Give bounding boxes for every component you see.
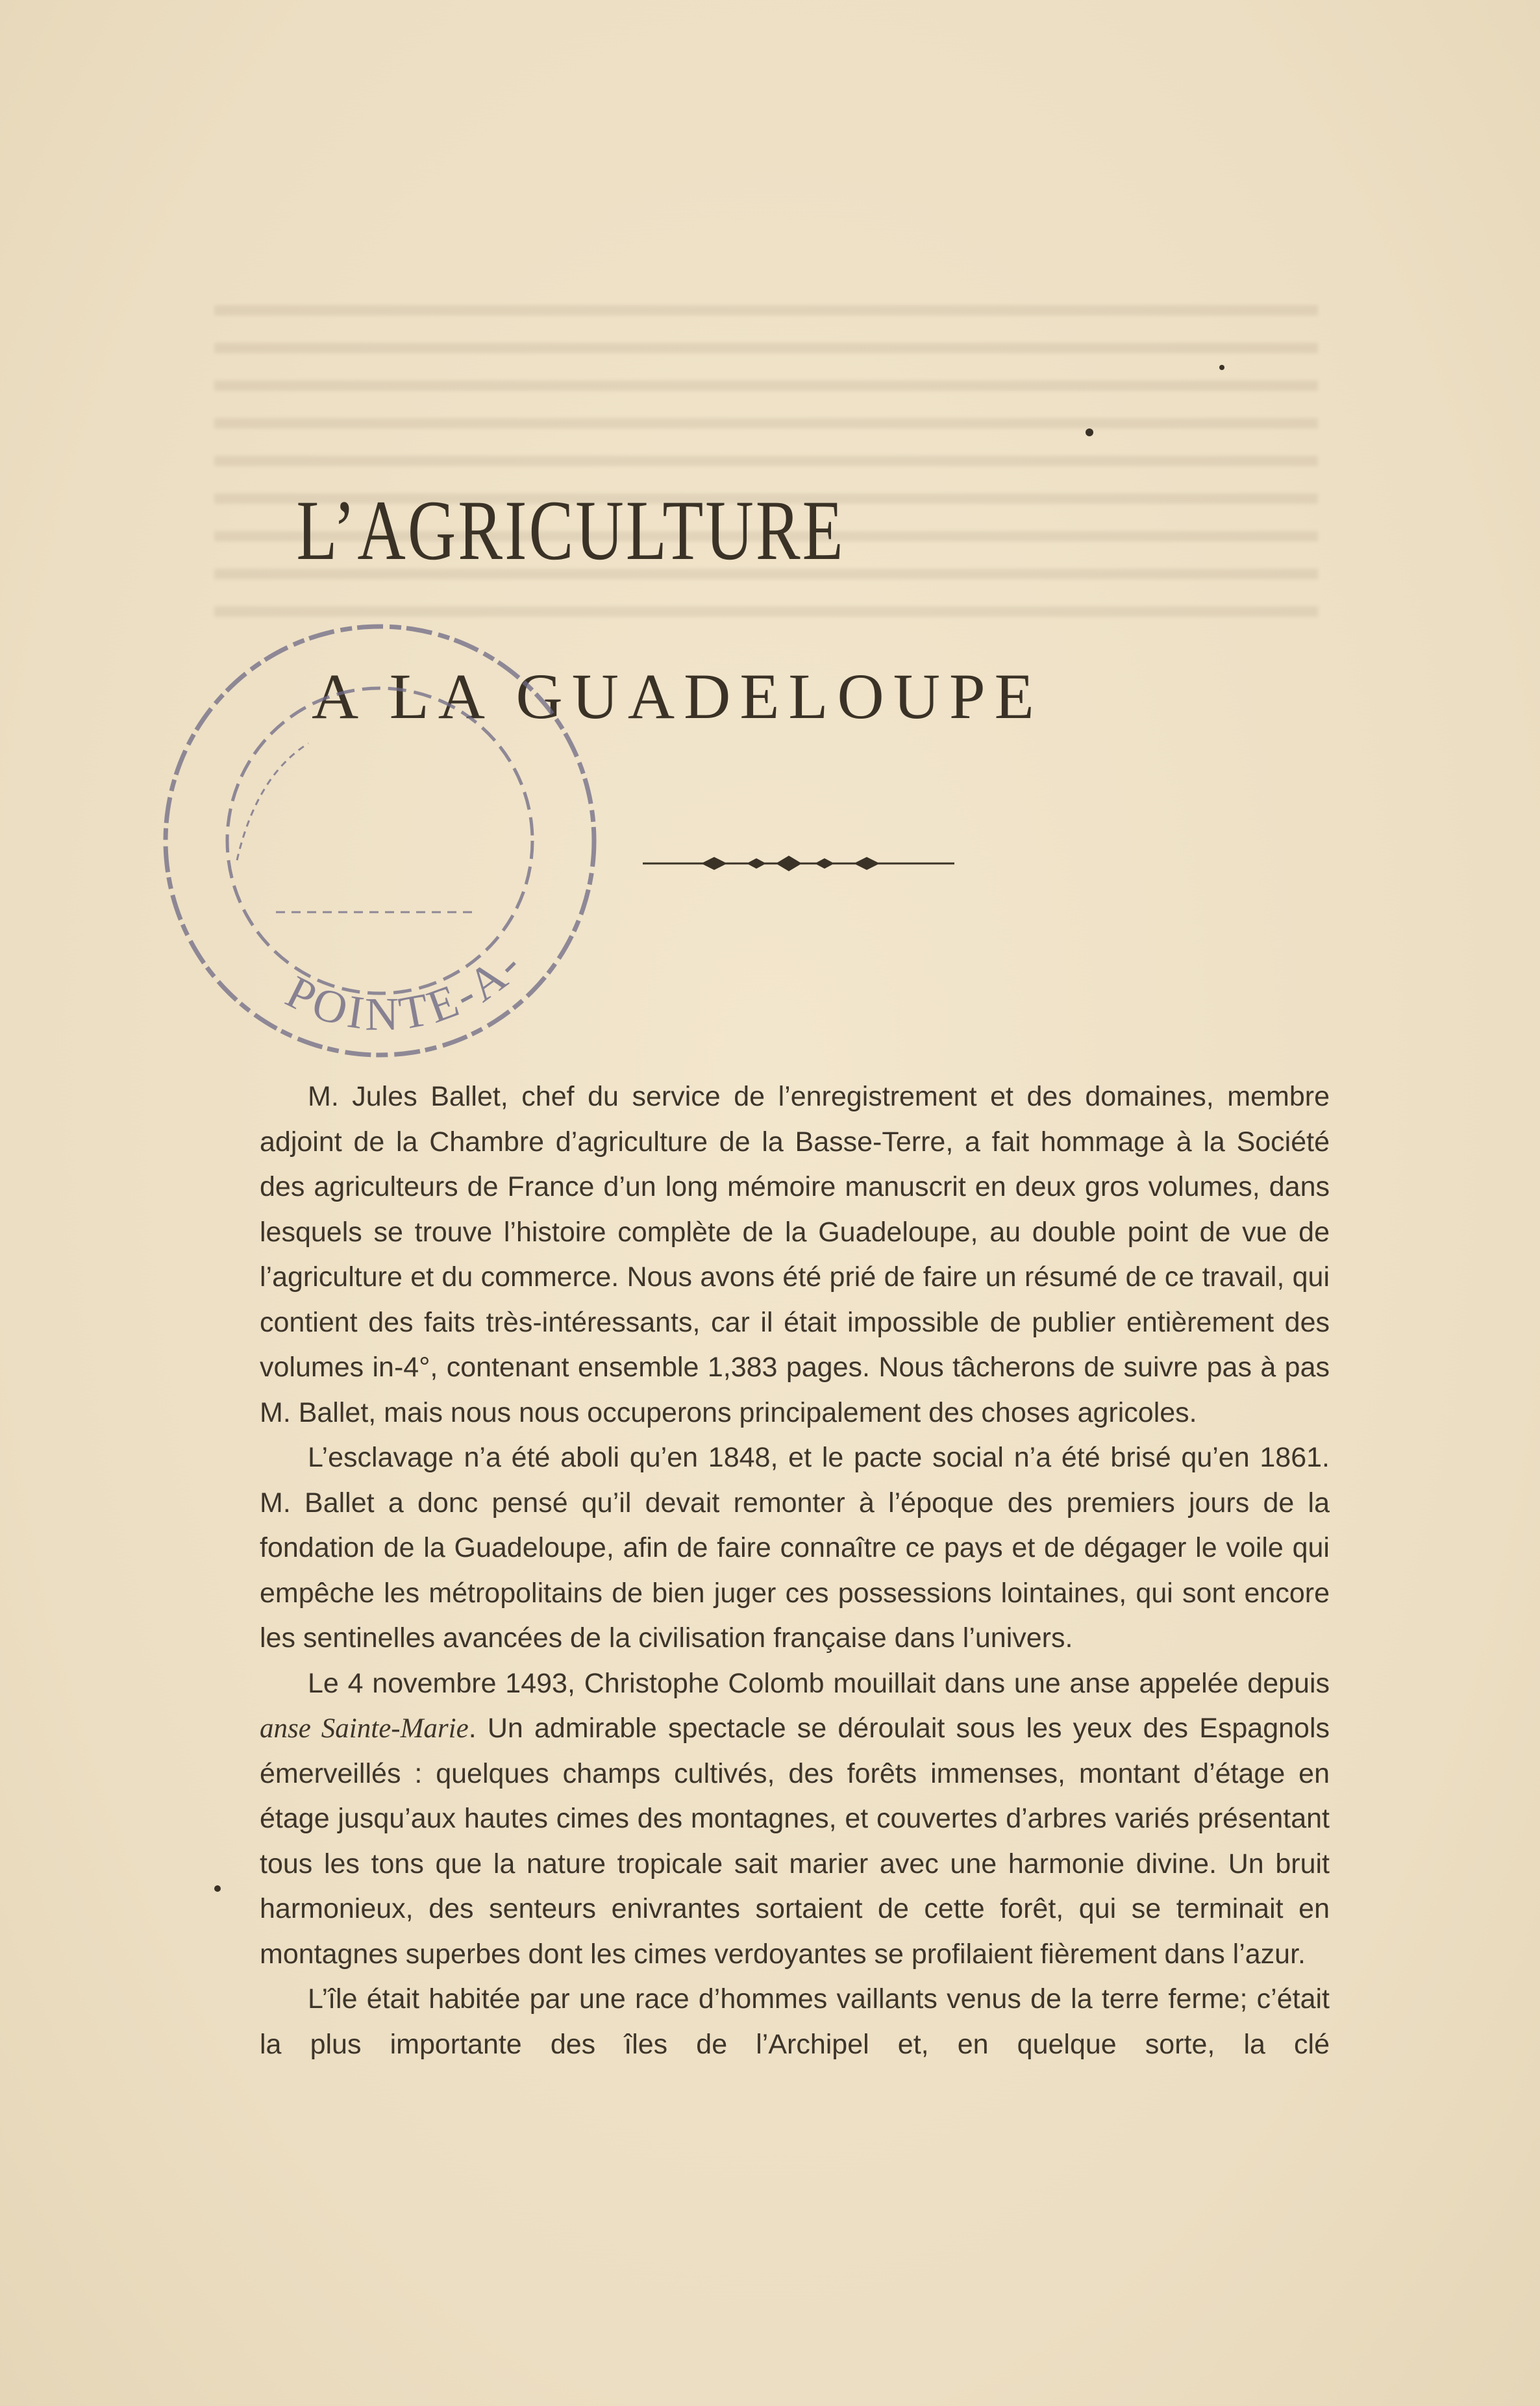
stamp-label: POINTE-A- bbox=[278, 937, 534, 1041]
title-line-2: A LA GUADELOUPE bbox=[312, 660, 1043, 732]
body-text bbox=[260, 1074, 1330, 2067]
paragraph-2: L’esclavage n’a été aboli qu’en 1848, et le pacte social n’a été brisé qu’en 1861. M. Ballet a donc pensé qu’il devait remonter à l’époque des premiers jours de la fondation de la Guadeloupe, afin de faire connaître ce pays et de dégager le voile qui empêche les métropolitains de bien juger ces possessions lointaines, qui sont encore les sentinelles avancées de la civilisation française dans l’univers. bbox=[260, 1442, 1330, 1654]
paragraph-3: Le 4 novembre 1493, Christophe Colomb mouillait dans une anse appelée depuis anse Sainte-Marie. Un admirable spectacle se déroulait sous les yeux des Espagnols émerveillés : quelques champs cultivés, des forêts immenses, montant d’étage en étage jusqu’aux hautes cimes des montagnes, et couvertes d’arbres variés présentant tous les tons que la nature tropicale sait marier avec une harmonie divine. Un bruit harmonieux, des senteurs enivrantes sortaient de cette forêt, qui se terminait en montagnes superbes dont les cimes verdoyantes se profilaient fièrement dans l’azur. bbox=[260, 1667, 1330, 1970]
ink-speck bbox=[1086, 428, 1093, 436]
place-name-italic: anse Sainte-Marie bbox=[260, 1713, 469, 1744]
library-stamp bbox=[140, 614, 633, 1081]
ink-speck bbox=[214, 1885, 221, 1892]
svg-text:POINTE-A- bbox=[278, 937, 534, 1041]
ornament-divider bbox=[643, 850, 954, 876]
paragraph-1: M. Jules Ballet, chef du service de l’enregistrement et des domaines, membre adjoint de la Chambre d’agriculture de la Basse-Terre, a fait hommage à la Société des agriculteurs de France d’un long mémoire manuscrit en deux gros volumes, dans lesquels se trouve l’histoire complète de la Guadeloupe, au double point de vue de l’agriculture et du commerce. Nous avons été prié de faire un résumé de ce travail, qui contient des faits très-intéressants, car il était impossible de publier entièrement des volumes in-4°, contenant ensemble 1,383 pages. Nous tâcherons de suivre pas à pas M. Ballet, mais nous nous occuperons principalement des choses agricoles. bbox=[260, 1081, 1330, 1428]
paragraph-4: L’île était habitée par une race d’hommes vaillants venus de la terre ferme; c’était la plus importante des îles de l’Archipel et, en quelque sorte, la clé bbox=[260, 1983, 1330, 2060]
show-through-text bbox=[214, 305, 1318, 643]
title-line-1: L’AGRICULTURE bbox=[296, 482, 845, 578]
ink-speck bbox=[1219, 365, 1224, 370]
